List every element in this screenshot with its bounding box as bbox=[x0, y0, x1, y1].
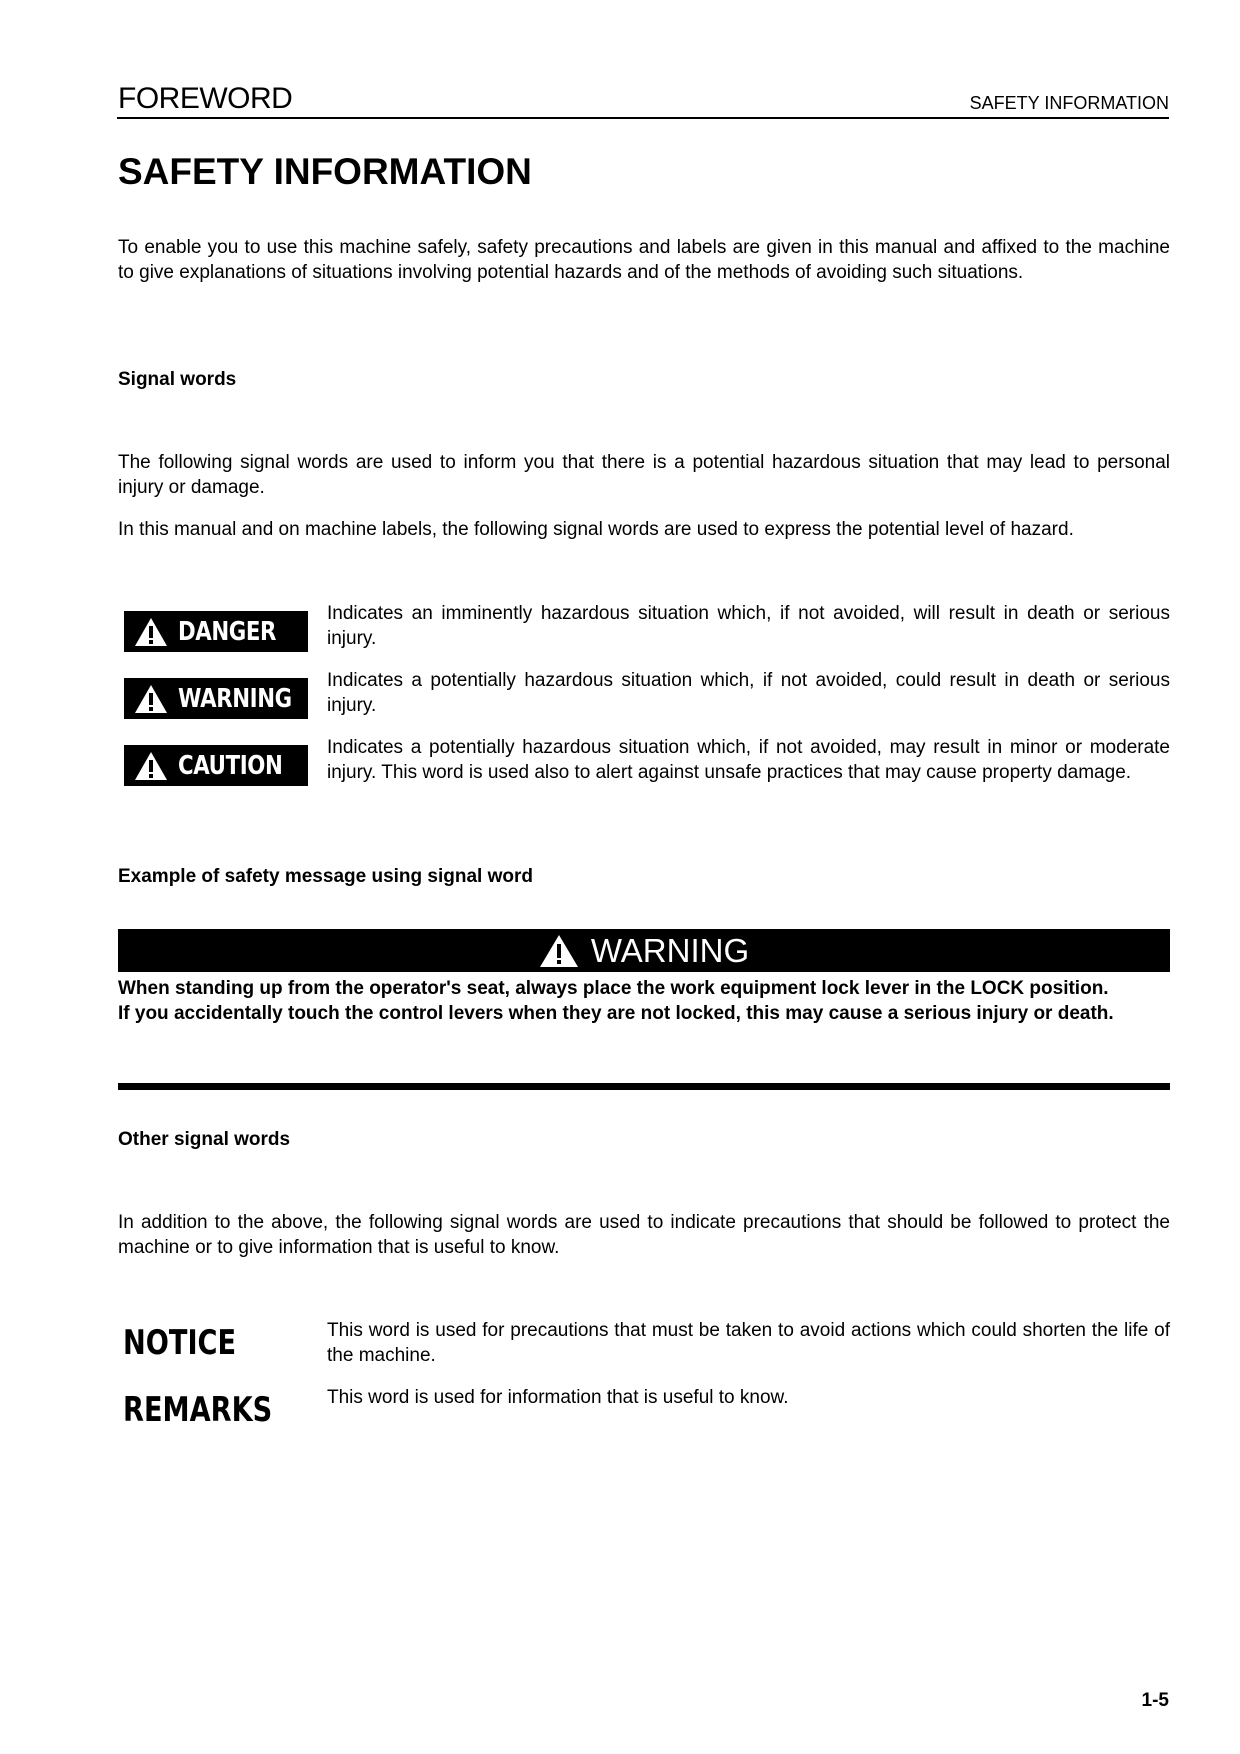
warning-label: WARNING bbox=[178, 683, 292, 714]
header-topic: SAFETY INFORMATION bbox=[969, 93, 1169, 113]
caution-description: Indicates a potentially hazardous situation which, if not avoided, may result in minor or moderate injury. This word is used also to alert against unsafe practices that may cause property damage. bbox=[327, 737, 1170, 783]
warning-message-line-2: If you accidentally touch the control levers when they are not locked, this may cause a serious injury or death. bbox=[118, 1003, 1114, 1024]
warning-banner bbox=[118, 929, 1170, 972]
other-paragraph: In addition to the above, the following signal words are used to indicate precautions that should be followed to protect the machine or to give information that is useful to know. bbox=[118, 1212, 1170, 1258]
warning-badge bbox=[124, 678, 308, 719]
warning-banner-label: WARNING bbox=[590, 931, 750, 969]
notice-description: This word is used for precautions that must be taken to avoid actions which could shorten the life of the machine. bbox=[327, 1320, 1170, 1366]
danger-description: Indicates an imminently hazardous situation which, if not avoided, will result in death or serious injury. bbox=[327, 603, 1170, 649]
header-section: FOREWORD bbox=[118, 82, 293, 115]
signal-words-para-1: The following signal words are used to inform you that there is a potential hazardous situation that may lead to personal injury or damage. bbox=[118, 452, 1170, 498]
caution-badge bbox=[124, 745, 308, 786]
warning-triangle-icon bbox=[134, 751, 168, 781]
signal-words-para-2: In this manual and on machine labels, the following signal words are used to express the potential level of hazard. bbox=[118, 519, 1074, 540]
remarks-label: REMARKS bbox=[123, 1390, 273, 1430]
warning-message-line-1: When standing up from the operator's seat, always place the work equipment lock lever in the LOCK position. bbox=[118, 978, 1109, 999]
example-heading: Example of safety message using signal word bbox=[118, 866, 533, 887]
danger-badge bbox=[124, 611, 308, 652]
danger-label: DANGER bbox=[178, 616, 277, 647]
header-rule bbox=[117, 117, 1169, 119]
warning-message bbox=[118, 976, 1170, 1026]
warning-triangle-icon bbox=[539, 934, 579, 968]
remarks-description: This word is used for information that is useful to know. bbox=[327, 1387, 789, 1408]
other-heading: Other signal words bbox=[118, 1129, 291, 1150]
warning-description: Indicates a potentially hazardous situation which, if not avoided, could result in death or serious injury. bbox=[327, 670, 1170, 716]
signal-words-heading: Signal words bbox=[118, 369, 237, 390]
page-title: SAFETY INFORMATION bbox=[118, 151, 532, 192]
warning-triangle-icon bbox=[134, 684, 168, 714]
notice-label: NOTICE bbox=[123, 1323, 237, 1363]
intro-paragraph: To enable you to use this machine safely, safety precautions and labels are given in this manual and affixed to the machine to give explanations of situations involving potential hazards and of the methods of avoiding such situations. bbox=[118, 237, 1170, 283]
warning-bottom-rule bbox=[118, 1083, 1170, 1090]
caution-label: CAUTION bbox=[178, 750, 283, 781]
warning-triangle-icon bbox=[134, 617, 168, 647]
page-number: 1-5 bbox=[1141, 1690, 1169, 1711]
